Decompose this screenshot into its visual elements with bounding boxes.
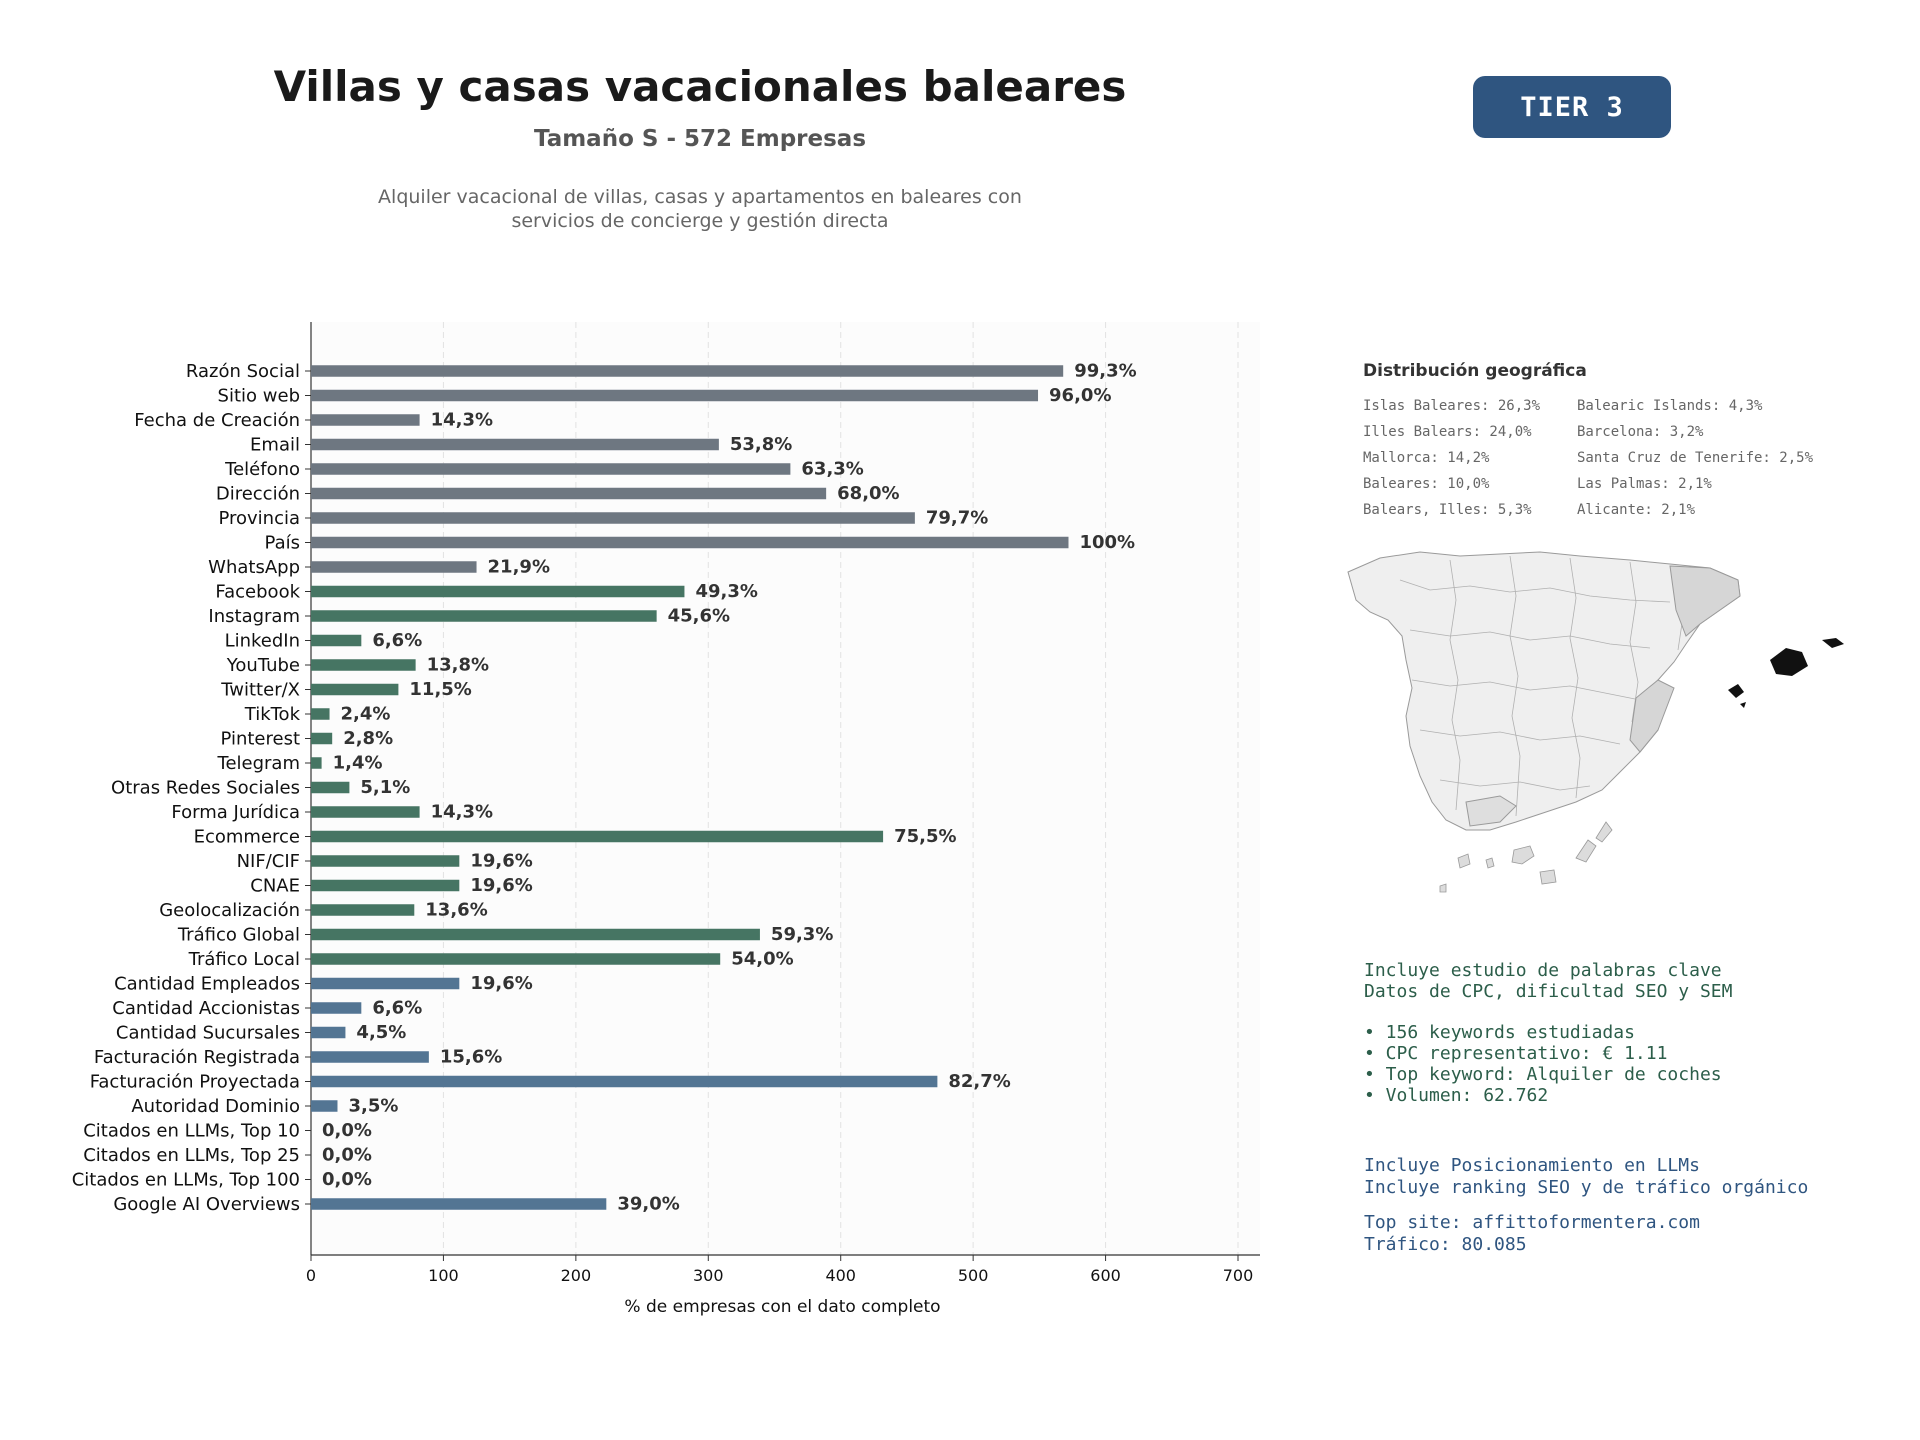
- y-tick-label: Facturación Registrada: [93, 1047, 300, 1068]
- canary-island: [1512, 846, 1534, 864]
- canary-island: [1440, 884, 1446, 892]
- llm-block: [1364, 1155, 1808, 1256]
- canary-island: [1458, 854, 1470, 868]
- bar: [311, 684, 398, 696]
- bar: [311, 561, 477, 573]
- bar: [311, 463, 790, 475]
- bar: [311, 1100, 337, 1112]
- keywords-bullet: • Top keyword: Alquiler de coches: [1364, 1064, 1722, 1085]
- mallorca-island: [1770, 648, 1808, 676]
- y-tick-label: Autoridad Dominio: [131, 1096, 300, 1117]
- y-tick-label: TikTok: [244, 704, 300, 725]
- y-tick-label: WhatsApp: [208, 557, 300, 578]
- y-tick-label: Razón Social: [185, 361, 300, 382]
- keywords-line-2: Datos de CPC, dificultad SEO y SEM: [1364, 981, 1733, 1002]
- ibiza-island: [1728, 684, 1744, 698]
- menorca-island: [1822, 638, 1844, 648]
- bar: [311, 414, 420, 426]
- top-site: Top site: affittoformentera.com: [1364, 1212, 1700, 1233]
- data-label: 6,6%: [372, 630, 423, 651]
- data-label: 3,5%: [348, 1095, 399, 1117]
- y-tick-label: Tráfico Local: [188, 949, 300, 970]
- bar: [311, 1051, 429, 1063]
- bar: [311, 537, 1068, 549]
- page-subtitle: Tamaño S - 572 Empresas: [533, 126, 867, 152]
- bar: [311, 586, 684, 598]
- keywords-block: [1364, 960, 1732, 1106]
- data-label: 13,8%: [426, 654, 490, 676]
- bar: [311, 904, 414, 916]
- bar: [311, 439, 719, 451]
- formentera-island: [1740, 702, 1746, 708]
- data-label: 14,3%: [430, 801, 494, 823]
- x-tick-label: 0: [305, 1266, 317, 1285]
- data-label: 79,7%: [925, 507, 989, 529]
- bar: [311, 953, 720, 965]
- y-tick-label: Dirección: [215, 483, 300, 505]
- y-tick-label: Ecommerce: [193, 826, 300, 848]
- geo-item: Islas Baleares: 26,3%: [1363, 398, 1541, 414]
- data-label: 75,5%: [894, 826, 957, 847]
- bar: [311, 1002, 361, 1014]
- x-tick-label: 200: [560, 1266, 592, 1285]
- keywords-bullet: • Volumen: 62.762: [1364, 1085, 1549, 1106]
- canary-island: [1576, 840, 1596, 862]
- geo-title: Distribución geográfica: [1363, 361, 1587, 381]
- x-tick-label: 100: [428, 1266, 459, 1285]
- data-label: 96,0%: [1049, 385, 1112, 406]
- data-label: 59,3%: [770, 924, 834, 945]
- y-tick-label: Google AI Overviews: [113, 1194, 300, 1215]
- data-label: 100%: [1079, 532, 1136, 553]
- data-label: 68,0%: [837, 483, 900, 504]
- top-site-traffic: Tráfico: 80.085: [1364, 1234, 1527, 1255]
- geo-item: Balears, Illes: 5,3%: [1363, 502, 1532, 518]
- y-tick-label: País: [264, 532, 300, 554]
- y-tick-label: Forma Jurídica: [171, 802, 300, 823]
- y-tick-label: Citados en LLMs, Top 100: [71, 1169, 300, 1191]
- data-label: 1,4%: [332, 752, 383, 774]
- y-tick-label: Teléfono: [225, 459, 300, 480]
- y-tick-label: Citados en LLMs, Top 10: [83, 1120, 300, 1142]
- bar: [311, 880, 459, 892]
- data-label: 0,0%: [322, 1120, 372, 1141]
- geo-item: Illes Balears: 24,0%: [1363, 424, 1532, 440]
- llm-line-1: Incluye Posicionamiento en LLMs: [1364, 1155, 1700, 1176]
- y-tick-label: NIF/CIF: [236, 851, 300, 872]
- y-tick-label: Cantidad Sucursales: [115, 1022, 300, 1044]
- y-tick-label: LinkedIn: [224, 630, 300, 652]
- bar: [311, 488, 826, 500]
- x-tick-label: 600: [1090, 1266, 1121, 1285]
- data-label: 99,3%: [1074, 360, 1137, 382]
- page-title: Villas y casas vacacionales baleares: [273, 62, 1127, 111]
- y-tick-label: Facturación Proyectada: [89, 1071, 300, 1093]
- data-label: 82,7%: [948, 1071, 1011, 1092]
- data-label: 39,0%: [617, 1193, 680, 1215]
- data-label: 5,1%: [360, 777, 411, 798]
- y-tick-label: YouTube: [226, 655, 300, 676]
- tier-badge: TIER 3: [1473, 76, 1671, 138]
- data-label: 49,3%: [695, 581, 758, 602]
- data-label: 6,6%: [372, 997, 423, 1019]
- data-label: 63,3%: [801, 458, 864, 480]
- bar: [311, 708, 330, 720]
- y-tick-label: Fecha de Creación: [134, 410, 300, 431]
- data-label: 15,6%: [439, 1046, 503, 1068]
- y-tick-label: Otras Redes Sociales: [111, 777, 300, 799]
- bar: [311, 929, 760, 941]
- bar: [311, 733, 332, 745]
- data-label: 14,3%: [430, 409, 494, 431]
- data-label: 0,0%: [322, 1169, 372, 1190]
- bar: [311, 512, 915, 524]
- x-tick-label: 700: [1222, 1266, 1254, 1285]
- keywords-bullet: • CPC representativo: € 1.11: [1364, 1043, 1668, 1064]
- y-tick-label: Facebook: [215, 581, 300, 603]
- data-label: 19,6%: [470, 875, 533, 896]
- geo-item: Mallorca: 14,2%: [1363, 450, 1490, 466]
- canary-island: [1596, 822, 1612, 842]
- geo-item: Baleares: 10,0%: [1363, 476, 1490, 492]
- bar: [311, 855, 459, 867]
- keywords-bullet: • 156 keywords estudiadas: [1364, 1022, 1635, 1043]
- x-tick-label: 300: [693, 1266, 724, 1285]
- y-tick-label: CNAE: [250, 875, 300, 897]
- data-label: 19,6%: [470, 850, 533, 872]
- geo-item: Barcelona: 3,2%: [1577, 424, 1704, 440]
- x-tick-label: 500: [957, 1266, 989, 1285]
- bar: [311, 1076, 937, 1088]
- y-tick-label: Telegram: [217, 753, 300, 774]
- bar: [311, 365, 1063, 377]
- x-axis-label: % de empresas con el dato completo: [624, 1297, 941, 1317]
- bar: [311, 806, 420, 818]
- y-tick-label: Geolocalización: [159, 900, 300, 921]
- canary-island: [1540, 870, 1556, 884]
- bar: [311, 978, 459, 990]
- canary-island: [1486, 858, 1494, 868]
- y-tick-label: Sitio web: [217, 385, 300, 407]
- bar: [311, 1198, 606, 1210]
- description-line-2: servicios de concierge y gestión directa: [511, 210, 889, 232]
- data-label: 53,8%: [729, 434, 793, 455]
- bar: [311, 831, 883, 843]
- y-tick-label: Cantidad Accionistas: [112, 998, 300, 1019]
- data-label: 2,4%: [340, 703, 391, 725]
- data-label: 13,6%: [425, 899, 488, 921]
- bar: [311, 1027, 345, 1039]
- data-label: 0,0%: [322, 1144, 372, 1166]
- bar: [311, 782, 349, 794]
- y-tick-label: Citados en LLMs, Top 25: [83, 1145, 300, 1166]
- geo-item: Balearic Islands: 4,3%: [1577, 398, 1763, 414]
- data-label: 21,9%: [487, 556, 550, 578]
- y-tick-label: Instagram: [208, 606, 300, 627]
- geo-item: Las Palmas: 2,1%: [1577, 476, 1712, 492]
- data-label: 11,5%: [409, 679, 472, 700]
- data-label: 45,6%: [667, 605, 731, 627]
- y-tick-label: Provincia: [218, 508, 300, 529]
- description-line-1: Alquiler vacacional de villas, casas y apartamentos en baleares con: [378, 186, 1022, 208]
- plot-area: [311, 322, 1260, 1255]
- bar: [311, 757, 322, 769]
- data-label: 4,5%: [356, 1022, 407, 1043]
- bar: [311, 635, 361, 647]
- bar: [311, 659, 416, 671]
- data-label: 2,8%: [343, 728, 394, 749]
- y-tick-label: Cantidad Empleados: [114, 973, 300, 995]
- x-tick-label: 400: [825, 1266, 856, 1285]
- llm-line-2: Incluye ranking SEO y de tráfico orgánico: [1364, 1177, 1809, 1198]
- y-tick-label: Tráfico Global: [177, 924, 300, 946]
- keywords-line-1: Incluye estudio de palabras clave: [1364, 960, 1722, 981]
- bar: [311, 610, 657, 622]
- y-tick-label: Pinterest: [220, 728, 300, 750]
- geo-item: Santa Cruz de Tenerife: 2,5%: [1577, 450, 1814, 466]
- y-tick-label: Email: [250, 434, 300, 456]
- data-label: 54,0%: [731, 948, 794, 970]
- y-tick-label: Twitter/X: [221, 679, 300, 701]
- data-label: 19,6%: [470, 973, 533, 994]
- geo-item: Alicante: 2,1%: [1577, 502, 1696, 518]
- bar: [311, 390, 1038, 402]
- spain-map: [1340, 540, 1860, 914]
